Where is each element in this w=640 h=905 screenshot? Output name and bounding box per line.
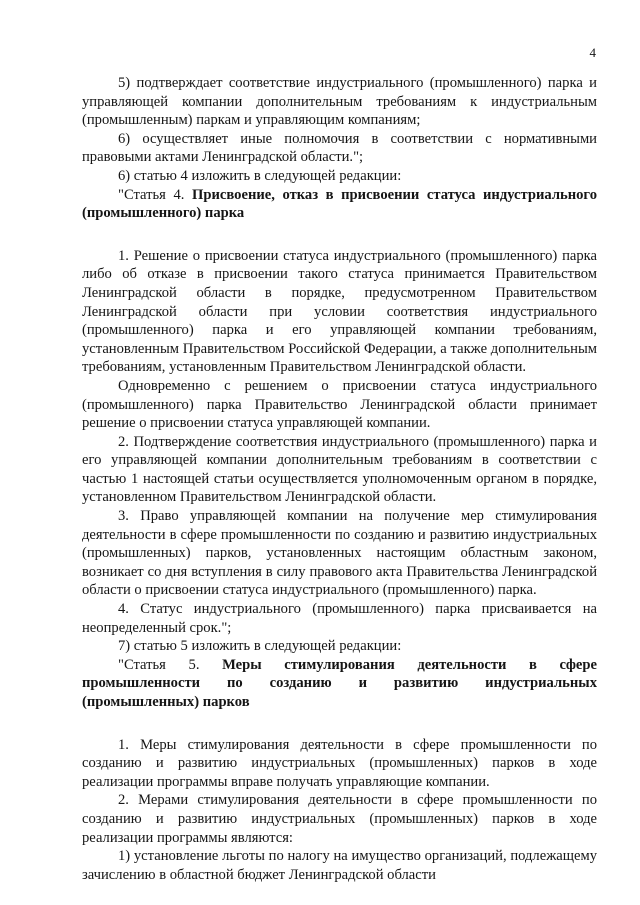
paragraph: 1. Решение о присвоении статуса индустриального (промышленного) парка либо об отказе в присвоении такого статуса принимается Правительством Ленинградской области в порядке, предусмотренном Правительством Ленинградской области при условии соответствия индустриального (промышленного) парка и его управляющей компании требованиям, установленным Правительством Российской Федерации, а также дополнительным требованиям, установленным Правительством Ленинградской области. — [82, 247, 597, 376]
paragraph: 3. Право управляющей компании на получение мер стимулирования деятельности в сфере промышленности по созданию и развитию индустриальных (промышленных) парков, установленных настоящим областным законом, возникает со дня вступления в силу правового акта Правительства Ленинградской области о присвоении статуса индустриального (промышленного) парка. — [82, 508, 597, 599]
paragraph: 2. Мерами стимулирования деятельности в сфере промышленности по созданию и развитию индустриальных (промышленных) парков в ходе реализации программы являются: — [82, 792, 597, 846]
article-4-heading — [82, 186, 597, 223]
article-5-title: Меры стимулирования деятельности в сфере промышленности по созданию и развитию индустриальных (промышленных) парков — [82, 656, 597, 710]
paragraph: 1) установление льготы по налогу на имущество организаций, подлежащему зачислению в областной бюджет Ленинградской области — [82, 848, 597, 883]
paragraph: 2. Подтверждение соответствия индустриального (промышленного) парка и его управляющей компании дополнительным требованиям в соответствии с частью 1 настоящей статьи осуществляется уполномоченным органом в порядке, установленном Правительством Ленинградской области. — [82, 433, 597, 506]
article-4-label: "Статья 4. — [118, 186, 185, 203]
paragraph: 7) статью 5 изложить в следующей редакции: — [118, 638, 402, 655]
paragraph: 6) осуществляет иные полномочия в соответствии с нормативными правовыми актами Ленинградской области."; — [82, 130, 597, 166]
paragraph: Одновременно с решением о присвоении статуса индустриального (промышленного) парка Правительство Ленинградской области принимает решение о присвоении статуса управляющей компании. — [82, 377, 597, 432]
paragraph: 6) статью 4 изложить в следующей редакции: — [118, 167, 402, 184]
paragraph: 1. Меры стимулирования деятельности в сфере промышленности по созданию и развитию индустриальных (промышленных) парков в ходе реализации программы вправе получать управляющие компании. — [82, 736, 597, 790]
page-number: 4 — [589, 45, 596, 60]
article-5-heading — [82, 656, 597, 712]
article-5-label: "Статья 5. — [118, 656, 200, 673]
article-4-title: Присвоение, отказ в присвоении статуса индустриального (промышленного) парка — [82, 186, 597, 222]
paragraph: 5) подтверждает соответствие индустриального (промышленного) парка и управляющей компании дополнительным требованиям к индустриальным (промышленным) паркам и управляющим компаниям; — [82, 75, 597, 129]
paragraph: 4. Статус индустриального (промышленного) парка присваивается на неопределенный срок."; — [82, 601, 597, 636]
document-body — [82, 74, 597, 884]
